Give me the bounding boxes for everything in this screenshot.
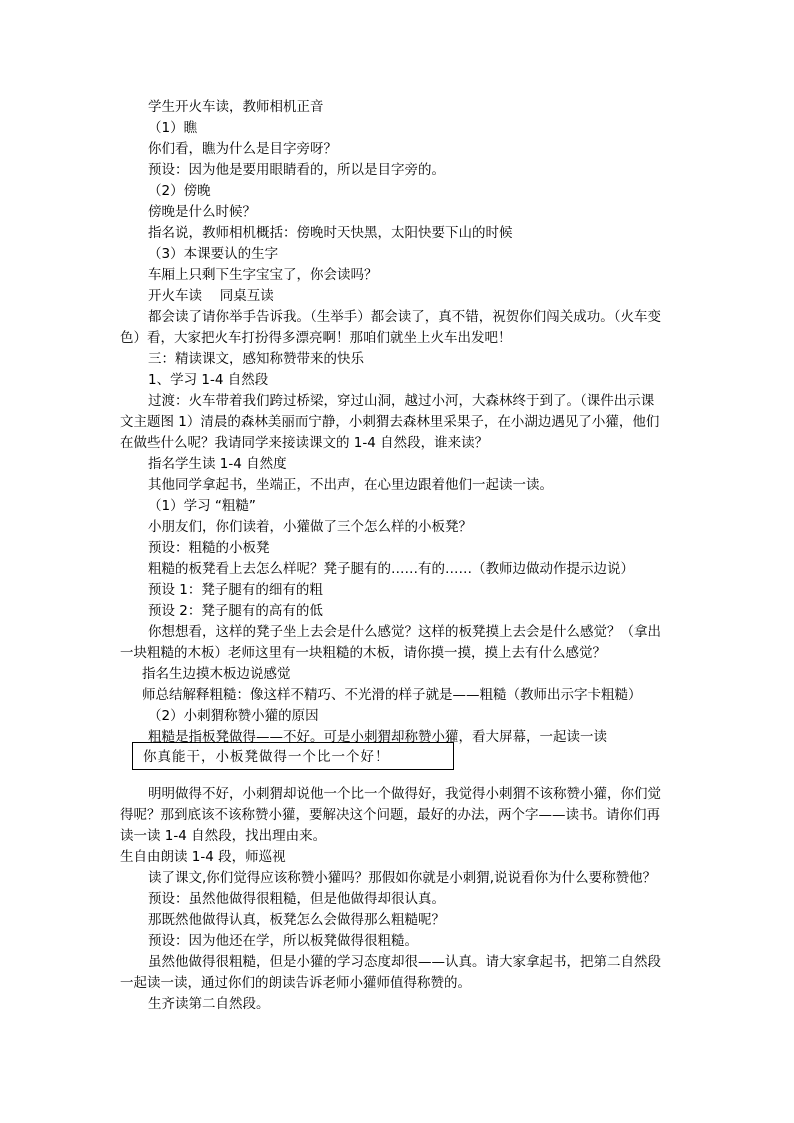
text-line: 都会读了请你举手告诉我。（生举手）都会读了，真不错，祝贺你们闯关成功。（火车变 bbox=[148, 309, 661, 325]
text-line: 指名说，教师相机概括：傍晚时天快黑，太阳快要下山的时候 bbox=[148, 225, 513, 241]
subsection-heading: 1、学习 1-4 自然段 bbox=[148, 372, 269, 388]
text-line: 预设：因为他还在学，所以板凳做得很粗糙。 bbox=[148, 933, 418, 949]
text-line: 车厢上只剩下生字宝宝了，你会读吗？ bbox=[148, 267, 378, 283]
text-line: 生齐读第二自然段。 bbox=[148, 996, 270, 1012]
text-line: 预设：虽然他做得很粗糙，但是他做得却很认真。 bbox=[148, 891, 445, 907]
text-line: 预设 2：凳子腿有的高有的低 bbox=[148, 603, 323, 619]
text-line: 指名生边摸木板边说感觉 bbox=[142, 666, 291, 682]
text-line: 过渡：火车带着我们跨过桥梁，穿过山洞，越过小河，大森林终于到了。（课件出示课 bbox=[148, 393, 655, 409]
text-line: （3）本课要认的生字 bbox=[148, 246, 279, 262]
text-line: 粗糙是指板凳做得——不好。可是小刺猬却称赞小獾，看大屏幕，一起读一读 bbox=[148, 729, 607, 745]
text-line: 你们看，瞧为什么是目字旁呀？ bbox=[148, 141, 337, 157]
text-line: （2）小刺猬称赞小獾的原因 bbox=[148, 708, 319, 724]
text-line: （1）瞧 bbox=[148, 120, 198, 136]
text-line: 读了课文,你们觉得应该称赞小獾吗？那假如你就是小刺猬,说说看你为什么要称赞他？ bbox=[148, 870, 657, 886]
text-line: 在做些什么呢？我请同学来接读课文的 1-4 自然段，谁来读？ bbox=[120, 435, 489, 451]
text-line: 师总结解释粗糙：像这样不精巧、不光滑的样子就是——粗糙（教师出示字卡粗糙） bbox=[142, 687, 642, 703]
text-line: 得呢？那到底该不该称赞小獾，要解决这个问题，最好的办法，两个字——读书。请你们再 bbox=[120, 807, 660, 823]
text-line: 其他同学拿起书，坐端正，不出声，在心里边跟着他们一起读一读。 bbox=[148, 477, 553, 493]
text-line: 开火车读 同桌互读 bbox=[148, 288, 274, 304]
text-line: 指名学生读 1-4 自然度 bbox=[148, 456, 287, 472]
text-line: 虽然他做得很粗糙，但是小獾的学习态度却很——认真。请大家拿起书，把第二自然段 bbox=[148, 954, 661, 970]
text-line: 明明做得不好，小刺猬却说他一个比一个做得好，我觉得小刺猬不该称赞小獾，你们觉 bbox=[148, 786, 661, 802]
text-line: 文主题图 1）清晨的森林美丽而宁静，小刺猬去森林里采果子，在小湖边遇见了小獾，他们 bbox=[120, 414, 660, 430]
text-line: 粗糙的板凳看上去怎么样呢？凳子腿有的……有的……（教师边做动作提示边说） bbox=[148, 561, 634, 577]
text-line: 一起读一读，通过你们的朗读告诉老师小獾师值得称赞的。 bbox=[120, 975, 471, 991]
section-heading: 三：精读课文，感知称赞带来的快乐 bbox=[148, 351, 364, 367]
text-line: 色）看，大家把火车打扮得多漂亮啊！那咱们就坐上火车出发吧！ bbox=[120, 330, 512, 346]
quote-text: 你真能干，小板凳做得一个比一个好！ bbox=[143, 749, 390, 765]
text-line: 学生开火车读，教师相机正音 bbox=[148, 99, 324, 115]
text-line: 小朋友们，你们读着，小獾做了三个怎么样的小板凳？ bbox=[148, 519, 472, 535]
text-line: 生自由朗读 1-4 段，师巡视 bbox=[120, 849, 286, 865]
text-line: 预设：粗糙的小板凳 bbox=[148, 540, 270, 556]
text-line: 那既然他做得认真，板凳怎么会做得那么粗糙呢？ bbox=[148, 912, 445, 928]
text-line: 一块粗糙的木板）老师这里有一块粗糙的木板，请你摸一摸，摸上去有什么感觉？ bbox=[120, 645, 606, 661]
quote-box bbox=[132, 742, 454, 770]
text-line: （1）学习 “粗糙” bbox=[148, 498, 256, 514]
text-line: （2）傍晚 bbox=[148, 183, 211, 199]
text-line: 傍晚是什么时候？ bbox=[148, 204, 256, 220]
text-line: 预设：因为他是要用眼睛看的，所以是目字旁的。 bbox=[148, 162, 445, 178]
text-line: 你想想看，这样的凳子坐上去会是什么感觉？这样的板凳摸上去会是什么感觉？（拿出 bbox=[148, 624, 661, 640]
text-line: 读一读 1-4 自然段，找出理由来。 bbox=[120, 828, 327, 844]
text-line: 预设 1：凳子腿有的细有的粗 bbox=[148, 582, 323, 598]
